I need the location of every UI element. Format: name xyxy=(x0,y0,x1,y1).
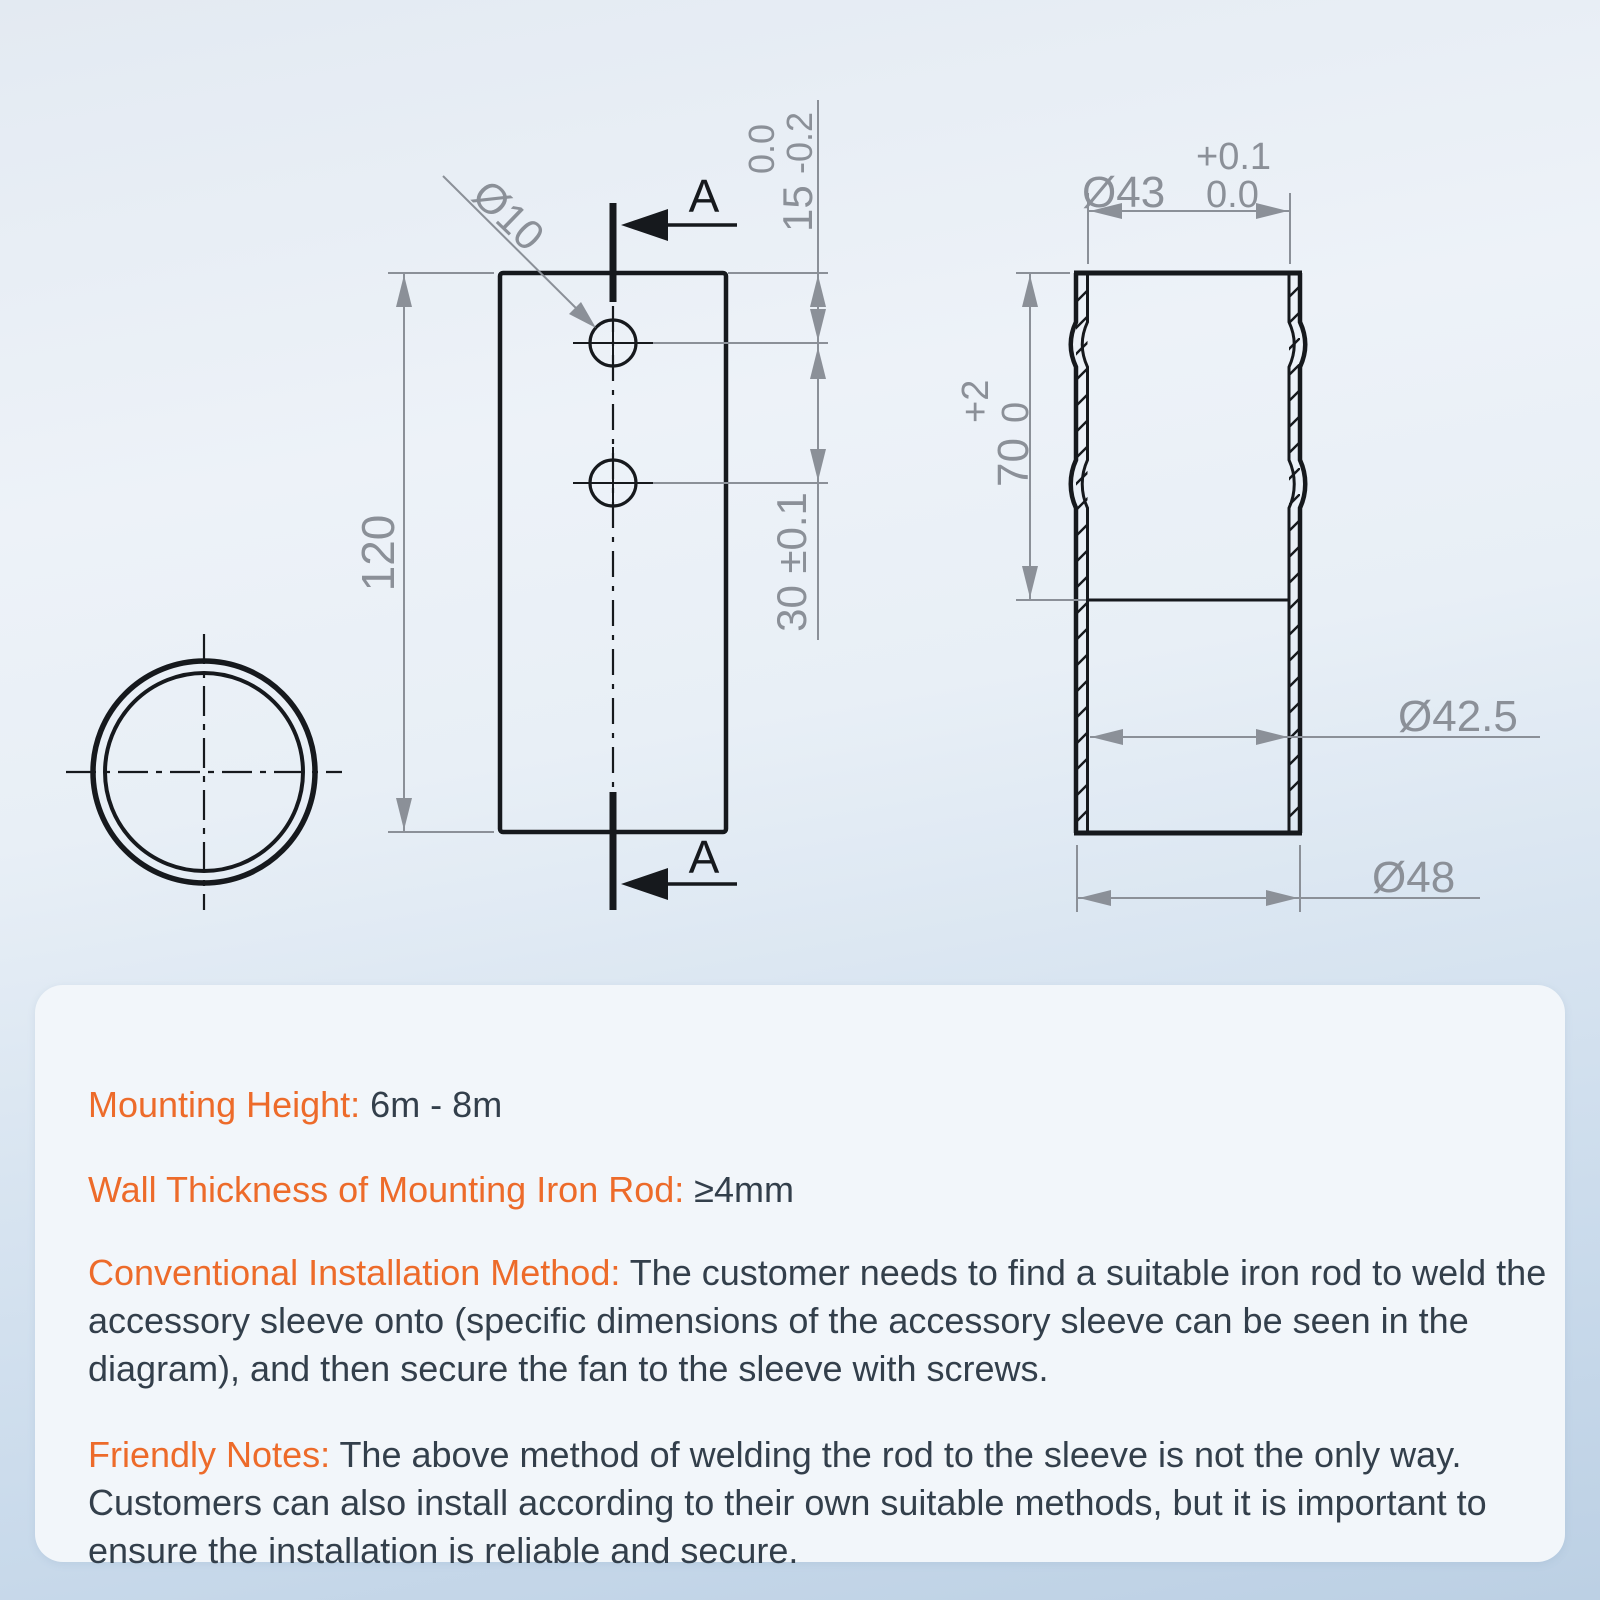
note-label: Conventional Installation Method: xyxy=(88,1252,630,1293)
dim-15-tol-lower: -0.2 xyxy=(779,111,820,174)
arrowhead xyxy=(1022,275,1038,307)
arrowhead xyxy=(1256,729,1288,745)
dim-70-nominal: 70 xyxy=(989,438,1038,487)
dim-120-text: 120 xyxy=(352,514,404,592)
note-label: Friendly Notes: xyxy=(88,1434,340,1475)
arrowhead xyxy=(810,275,826,307)
dim-hole-diameter xyxy=(443,171,596,328)
dim-15-tol-upper: 0.0 xyxy=(741,123,782,174)
dim-70-tol-lower: 0 xyxy=(995,401,1037,423)
dim-425-text: Ø42.5 xyxy=(1398,692,1518,741)
arrowhead xyxy=(810,347,826,379)
section-mark-top xyxy=(613,170,737,302)
notes-panel xyxy=(35,985,1565,1571)
dim-70-tol-upper: +2 xyxy=(955,379,997,423)
side-view xyxy=(955,136,1540,912)
dim-43-tol-lower: 0.0 xyxy=(1206,174,1259,216)
arrowhead xyxy=(1256,203,1288,219)
note-text: ≥4mm xyxy=(694,1169,795,1210)
arrowhead xyxy=(1022,566,1038,598)
front-view xyxy=(352,100,828,910)
section-label-top: A xyxy=(688,170,720,222)
note-text: The customer needs to find a suitable iron rod to weld the accessory sleeve onto (specific dimensions of the accessory sleeve can be seen in the diagram), and then secure the fan to the sleeve with screws. xyxy=(88,1252,1547,1389)
arrowhead xyxy=(810,309,826,341)
section-label-bottom: A xyxy=(688,831,720,883)
arrowhead xyxy=(1091,729,1123,745)
arrowhead xyxy=(396,798,412,830)
note-friendly-notes xyxy=(88,1431,1548,1575)
dim-15-nominal: 15 xyxy=(774,185,821,232)
arrowhead xyxy=(1266,890,1298,906)
note-label: Mounting Height: xyxy=(88,1084,371,1125)
note-label: Wall Thickness of Mounting Iron Rod: xyxy=(88,1169,695,1210)
dim-15-text xyxy=(741,112,821,232)
arrowhead xyxy=(396,275,412,307)
dim-43-nominal: Ø43 xyxy=(1082,168,1166,217)
left-wall-outer xyxy=(1071,273,1076,833)
dim-43-tol-upper: +0.1 xyxy=(1196,136,1272,178)
dim-70-text xyxy=(955,380,1038,487)
dim-48-text: Ø48 xyxy=(1372,853,1456,902)
section-arrow-icon xyxy=(621,868,668,900)
arrowhead xyxy=(1079,890,1111,906)
right-wall-outer xyxy=(1300,273,1305,833)
dim-hole-diameter-text: Ø10 xyxy=(463,170,554,260)
arrowhead xyxy=(810,449,826,481)
note-installation-method xyxy=(88,1249,1548,1393)
top-view-circle xyxy=(66,634,342,910)
note-text: 6m - 8m xyxy=(370,1084,503,1125)
note-wall-thickness xyxy=(88,1166,1548,1214)
section-arrow-icon xyxy=(621,209,668,241)
note-text: The above method of welding the rod to the sleeve is not the only way. Customers can also install according to their own suitable methods, but it is important to ensure the installation is reliable and secure. xyxy=(88,1434,1487,1571)
note-mounting-height xyxy=(88,1081,1548,1129)
section-mark-bottom xyxy=(613,792,737,910)
dim-30-text: 30 ±0.1 xyxy=(768,492,815,632)
